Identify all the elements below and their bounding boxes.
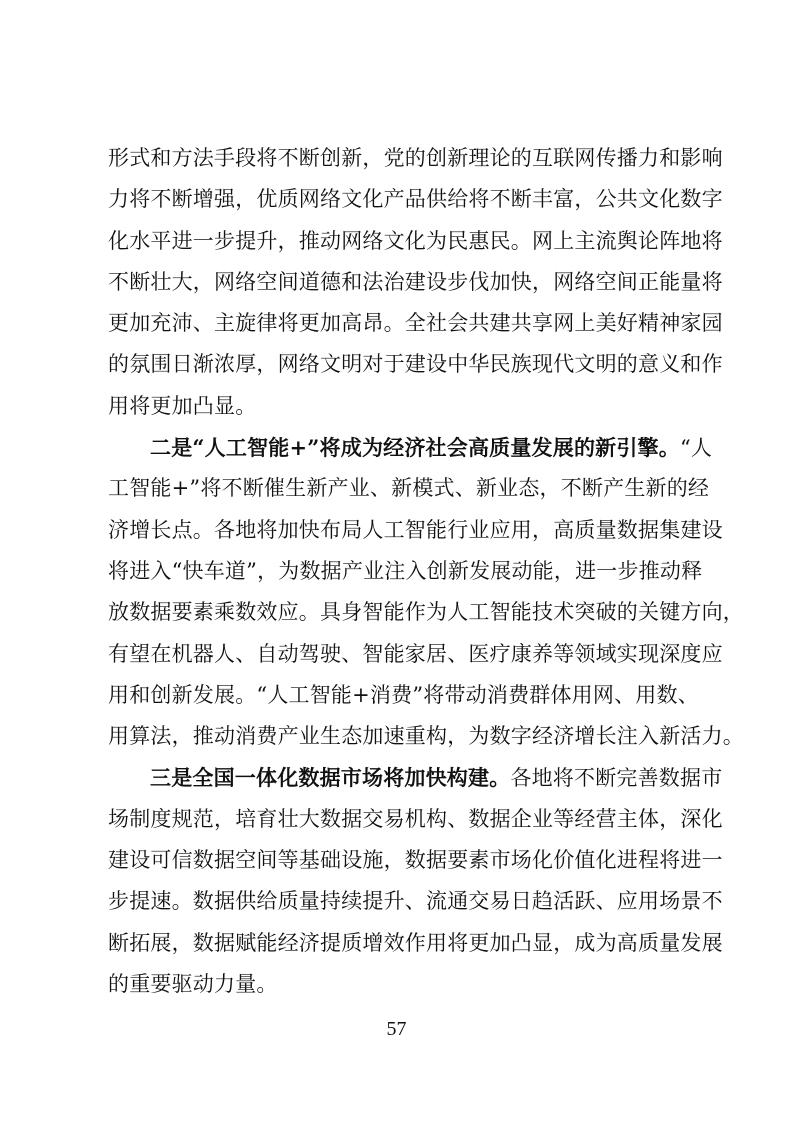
paragraph-line: 不断壮大，网络空间道德和法治建设步伐加快，网络空间正能量将 — [108, 269, 723, 294]
paragraph-line: 将进入“快车道”，为数据产业注入创新发展动能，进一步推动释 — [108, 558, 703, 583]
body-text — [108, 138, 744, 1005]
paragraph-line: 用和创新发展。“人工智能+消费”将带动消费群体用网、用数、 — [108, 682, 699, 707]
paragraph-line: 有望在机器人、自动驾驶、智能家居、医疗康养等领域实现深度应 — [108, 641, 723, 666]
paragraph-line: 的重要驱动力量。 — [108, 971, 278, 996]
paragraph-text: “人 — [679, 436, 713, 461]
paragraph-line: 用算法，推动消费产业生态加速重构，为数字经济增长注入新活力。 — [108, 724, 744, 749]
paragraph-line: 的氛围日渐浓厚，网络文明对于建设中华民族现代文明的意义和作 — [108, 352, 723, 377]
paragraph-line: 化水平进一步提升，推动网络文化为民惠民。网上主流舆论阵地将 — [108, 228, 723, 253]
paragraph-line: 力将不断增强，优质网络文化产品供给将不断丰富，公共文化数字 — [108, 187, 723, 212]
paragraph-line: 更加充沛、主旋律将更加高昂。全社会共建共享网上美好精神家园 — [108, 311, 723, 336]
paragraph-line: 断拓展，数据赋能经济提质增效作用将更加凸显，成为高质量发展 — [108, 930, 723, 955]
paragraph-line: 建设可信数据空间等基础设施，数据要素市场化价值化进程将进一 — [108, 848, 723, 873]
page-number: 57 — [386, 1018, 407, 1040]
paragraph-line: 工智能+”将不断催生新产业、新模式、新业态，不断产生新的经 — [108, 476, 710, 501]
paragraph-line: 形式和方法手段将不断创新，党的创新理论的互联网传播力和影响 — [108, 146, 723, 170]
paragraph-heading: 二是“人工智能+”将成为经济社会高质量发展的新引擎。 — [150, 435, 680, 461]
paragraph-line: 放数据要素乘数效应。具身智能作为人工智能技术突破的关键方向， — [108, 600, 744, 625]
paragraph-line: 场制度规范，培育壮大数据交易机构、数据企业等经营主体，深化 — [108, 806, 723, 831]
paragraph-first-line — [108, 427, 713, 468]
paragraph-line: 济增长点。各地将加快布局人工智能行业应用，高质量数据集建设 — [108, 517, 723, 542]
paragraph-line: 步提速。数据供给质量持续提升、流通交易日趋活跃、应用场景不 — [108, 889, 723, 914]
paragraph-line: 用将更加凸显。 — [108, 393, 257, 418]
paragraph-first-line — [108, 757, 723, 798]
paragraph-heading: 三是全国一体化数据市场将加快构建。 — [150, 765, 511, 791]
paragraph-text: 各地将不断完善数据市 — [510, 766, 723, 791]
